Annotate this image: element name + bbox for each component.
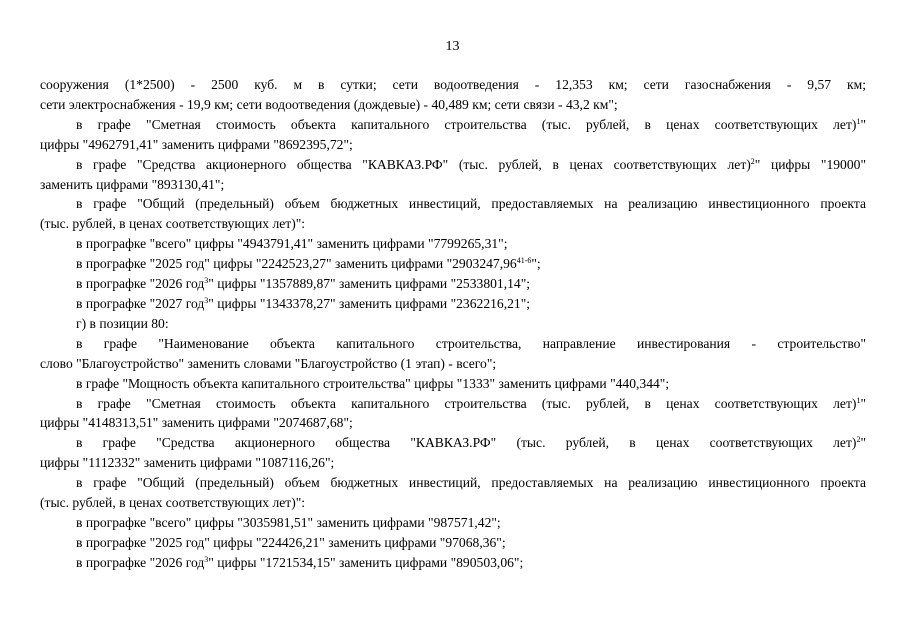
text-fragment: в прографке "2025 год" цифры "2242523,27" заменить цифрами "2903247,96 <box>76 256 517 272</box>
text-line <box>40 155 866 175</box>
text-fragment: " <box>860 435 866 451</box>
footnote-mark: 1 <box>856 116 861 126</box>
page-number: 13 <box>445 39 460 54</box>
footnote-mark: 3 <box>204 276 209 286</box>
text-line: в графе "Общий (предельный) объем бюджетных инвестиций, предоставляемых на реализацию инвестиционного проекта <box>76 475 866 491</box>
text-fragment: " цифры "1343378,27" заменить цифрами "2362216,21"; <box>208 295 531 311</box>
text-fragment: в прографке "2026 год <box>76 276 205 292</box>
text-fragment: в прографке "2026 год <box>76 554 205 570</box>
footnote-mark: 1 <box>856 395 861 405</box>
text-line <box>40 553 866 573</box>
text-line: цифры "1112332" заменить цифрами "1087116,26"; <box>40 455 335 471</box>
text-fragment: " <box>860 395 866 411</box>
footnote-mark: 3 <box>204 554 209 564</box>
text-line <box>40 433 866 453</box>
text-line: (тыс. рублей, в ценах соответствующих лет)": <box>40 216 306 232</box>
text-fragment: в прографке "2027 год <box>76 295 205 311</box>
text-fragment: " цифры "1357889,87" заменить цифрами "2533801,14"; <box>208 276 531 292</box>
document-body <box>40 75 866 573</box>
text-line <box>40 115 866 135</box>
text-fragment: "; <box>531 256 541 272</box>
text-fragment: " <box>860 116 866 132</box>
text-line: в прографке "2025 год" цифры "224426,21" заменить цифрами "97068,36"; <box>76 534 506 550</box>
text-line: в графе "Мощность объекта капитального строительства" цифры "1333" заменить цифрами "440,344"; <box>76 375 670 391</box>
text-fragment: " цифры "19000" <box>754 156 866 172</box>
text-line <box>40 254 866 274</box>
text-line: сети электроснабжения - 19,9 км; сети водоотведения (дождевые) - 40,489 км; сети связи - 43,2 км"; <box>40 96 618 112</box>
text-line: (тыс. рублей, в ценах соответствующих лет)": <box>40 495 306 511</box>
text-fragment: " цифры "1721534,15" заменить цифрами "890503,06"; <box>208 554 524 570</box>
text-line: в графе "Общий (предельный) объем бюджетных инвестиций, предоставляемых на реализацию инвестиционного проекта <box>76 196 866 212</box>
text-line: г) в позиции 80: <box>76 315 169 331</box>
footnote-mark: 3 <box>204 295 209 305</box>
text-line: заменить цифрами "893130,41"; <box>40 176 225 192</box>
text-line <box>40 274 866 294</box>
text-line: цифры "4148313,51" заменить цифрами "2074687,68"; <box>40 415 353 431</box>
text-line <box>40 394 866 414</box>
text-line <box>40 294 866 314</box>
text-fragment: в графе "Средства акционерного общества "КАВКАЗ.РФ" (тыс. рублей, в ценах соответствующих лет) <box>76 156 751 172</box>
text-line: сооружения (1*2500) - 2500 куб. м в сутки; сети водоотведения - 12,353 км; сети газоснабжения - 9,57 км; <box>40 77 866 92</box>
text-line: в прографке "всего" цифры "3035981,51" заменить цифрами "987571,42"; <box>76 514 501 530</box>
text-fragment: в графе "Средства акционерного общества "КАВКАЗ.РФ" (тыс. рублей, в ценах соответствующих лет) <box>76 435 857 451</box>
text-line: в прографке "всего" цифры "4943791,41" заменить цифрами "7799265,31"; <box>76 236 508 252</box>
text-line: слово "Благоустройство" заменить словами "Благоустройство (1 этап) - всего"; <box>40 355 497 371</box>
text-line: цифры "4962791,41" заменить цифрами "8692395,72"; <box>40 136 353 152</box>
text-fragment: в графе "Сметная стоимость объекта капитального строительства (тыс. рублей, в ценах соответствующих лет) <box>76 116 857 132</box>
footnote-mark: 2 <box>856 435 861 445</box>
footnote-mark: 2 <box>750 156 755 166</box>
text-fragment: в графе "Сметная стоимость объекта капитального строительства (тыс. рублей, в ценах соответствующих лет) <box>76 395 857 411</box>
footnote-mark: 41-6 <box>516 256 532 266</box>
text-line: в графе "Наименование объекта капитального строительства, направление инвестирования - строительство" <box>76 335 866 351</box>
